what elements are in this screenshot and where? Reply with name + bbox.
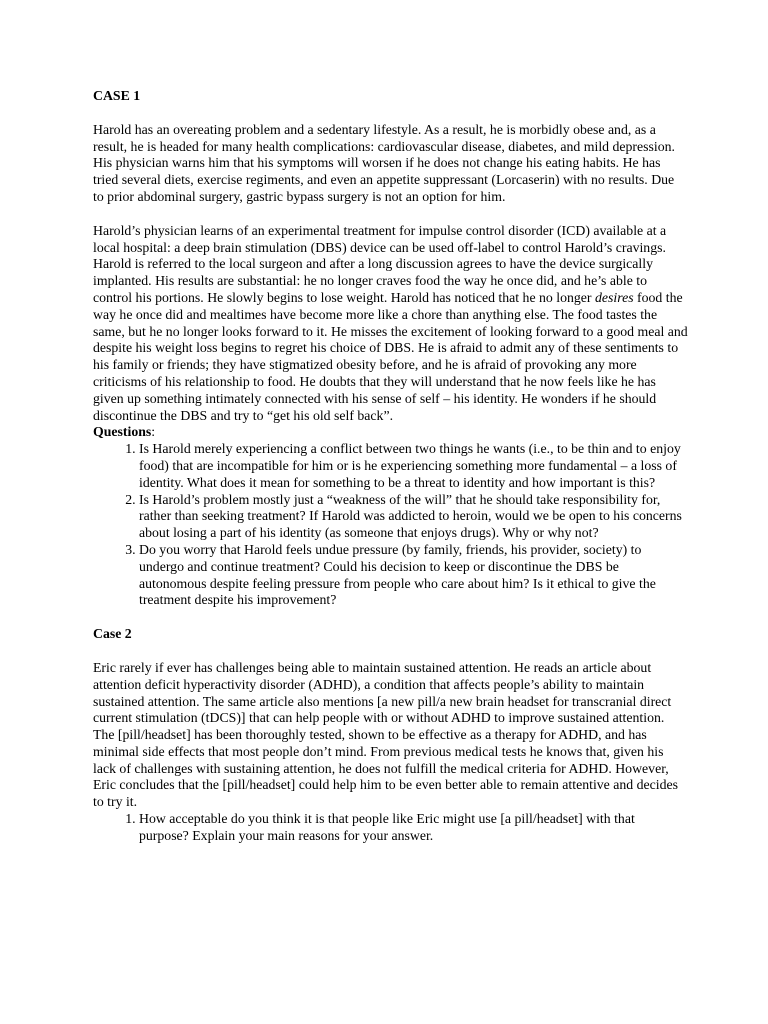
case1-paragraph-2 [93, 223, 688, 425]
case1-questions-heading [93, 424, 688, 441]
case2-question-1: 1. How acceptable do you think it is that people like Eric might use [a pill/headset] with that purpose? Explain your main reasons for your answer. [139, 811, 688, 845]
case2-questions-list [93, 811, 688, 845]
case1-question-2: 2. Is Harold’s problem mostly just a “weakness of the will” that he should take responsibility for, rather than seeking treatment? If Harold was addicted to heroin, would we be open to his concerns about losing a part of his identity (as someone that enjoys drugs). Why or why not? [139, 492, 688, 542]
questions-colon: : [151, 424, 156, 440]
case1-paragraph-2-emphasis: desires [594, 289, 634, 305]
case1-paragraph-2-part-2: food the way he once did and mealtimes have become more like a chore than anything else. The food tastes the same, but he no longer looks forward to it. He misses the excitement of looking forward to a good meal and despite his weight loss begins to regret his choice of DBS. He is afraid to admit any of these sentiments to his family or friends; they have stigmatized obesity before, and he is afraid of provoking any more criticisms of his relationship to food. He doubts that they will understand that he now feels like he has given up something intimately connected with his sense of self – his identity. He wonders if he should discontinue the DBS and try to “get his old self back”. [93, 289, 688, 423]
case2-paragraph-1: Eric rarely if ever has challenges being able to maintain sustained attention. He reads an article about attention deficit hyperactivity disorder (ADHD), a condition that affects people’s ability to maintain sustained attention. The same article also mentions [a new pill/a new brain headset for transcranial direct current stimulation (tDCS)] that can help people with or without ADHD to improve sustained attention. The [pill/headset] has been thoroughly tested, shown to be effective as a therapy for ADHD, and has minimal side effects that most people don’t mind. From previous medical tests he knows that, given his lack of challenges with sustaining attention, he does not fulfill the medical criteria for ADHD. However, Eric concludes that the [pill/headset] could help him to be even better able to remain attentive and decides to try it. [93, 659, 679, 810]
case1-heading: CASE 1 [93, 88, 141, 103]
case2-heading: Case 2 [93, 626, 132, 642]
case1-paragraph-2-part-1: Harold’s physician learns of an experimental treatment for impulse control disorder (ICD) available at a local hospital: a deep brain stimulation (DBS) device can be used off-label to control Harold’s cravings. Harold is referred to the local surgeon and after a long discussion agrees to have the device surgically implanted. His results are substantial: he no longer craves food the way he once did, and he’s able to control his portions. He slowly begins to lose weight. Harold has noticed that he no longer [93, 222, 667, 305]
case1-paragraph-1: Harold has an overeating problem and a sedentary lifestyle. As a result, he is morbidly obese and, as a result, he is headed for many health complications: cardiovascular disease, diabetes, and mild depression. His physician warns him that his symptoms will worsen if he does not change his eating habits. He has tried several diets, exercise regiments, and even an appetite suppressant (Lorcaserin) with no results. Due to prior abdominal surgery, gastric bypass surgery is not an option for him. [93, 121, 675, 204]
questions-label: Questions [93, 424, 152, 440]
case1-questions-list [93, 441, 688, 609]
case1-question-3: 3. Do you worry that Harold feels undue pressure (by family, friends, his provider, society) to undergo and continue treatment? Could his decision to keep or discontinue the DBS be autonomous despite feeling pressure from people who care about him? Is it ethical to give the treatment despite his improvement? [139, 542, 688, 609]
case1-question-1: 1. Is Harold merely experiencing a conflict between two things he wants (i.e., to be thin and to enjoy food) that are incompatible for him or is he experiencing something more fundamental – a loss of identity. What does it mean for something to be a threat to identity and how important is this? [139, 441, 688, 491]
